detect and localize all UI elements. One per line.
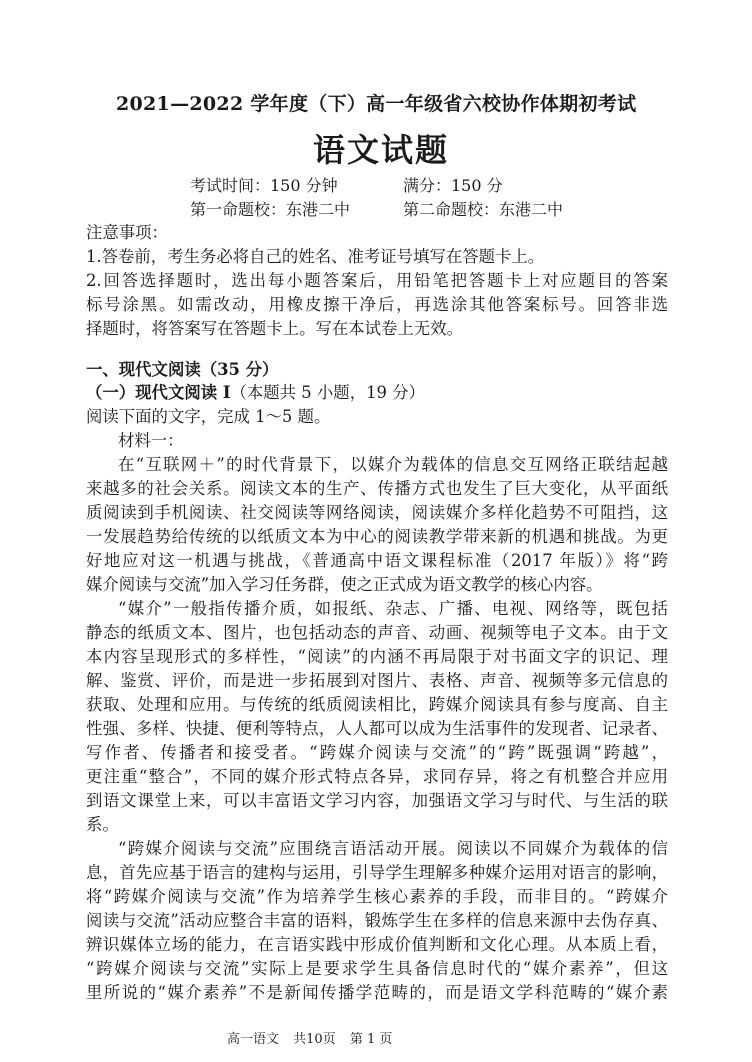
exam-title: 2021—2022 学年度（下）高一年级省六校协作体期初考试 (116, 93, 637, 115)
passage-line: 来越多的社会关系。阅读文本的生产、传播方式也发生了巨大变化，从平面纸 (86, 479, 668, 498)
full-score: 满分：150 分 (403, 176, 503, 195)
passage-line: 息，首先应基于语言的建构与运用，引导学生理解多种媒介运用对语言的影响， (86, 863, 668, 882)
second-proposer-school: 第二命题校：东港二中 (403, 200, 564, 219)
passage-line: 更注重“整合”，不同的媒介形式特点各异，求同存异，将之有机整合并应用 (86, 767, 668, 786)
footer-total-pages: 共10页 (293, 1032, 336, 1047)
passage-line: 到语文课堂上来，可以丰富语文学习内容，加强语文学习与时代、与生活的联 (86, 791, 668, 810)
passage-line: 质阅读到手机阅读、社交阅读等网络阅读，阅读媒介多样化趋势不可阻挡，这 (86, 503, 668, 522)
first-proposer-school: 第一命题校：东港二中 (190, 200, 351, 219)
passage-line: “跨媒介阅读与交流”应围绕言语活动开展。阅读以不同媒介为载体的信 (118, 839, 668, 858)
notes-heading: 注意事项： (86, 223, 168, 242)
passage-line: “媒介”一般指传播介质，如报纸、杂志、广播、电视、网络等，既包括 (118, 599, 668, 618)
passage-line: 好地应对这一机遇与挑战，《普通高中语文课程标准（2017 年版）》将“跨 (86, 551, 668, 570)
passage-line: 一发展趋势给传统的以纸质文本为中心的阅读教学带来新的机遇和挑战。为更 (86, 527, 668, 546)
section-heading: 一、现代文阅读（35 分） (86, 360, 279, 379)
material-label: 材料一： (118, 431, 184, 450)
passage-line: 媒介阅读与交流”加入学习任务群，使之正式成为语文教学的核心内容。 (86, 575, 603, 594)
note-line: 择题时，将答案写在答题卡上。写在本试卷上无效。 (86, 319, 463, 338)
passage-line: 阅读与交流”活动应整合丰富的语料，锻炼学生在多样的信息来源中去伪存真、 (86, 911, 668, 930)
passage-line: 获取、处理和应用。与传统的纸质阅读相比，跨媒介阅读具有参与度高、自主 (86, 695, 668, 714)
passage-line: 性强、多样、快捷、便利等特点，人人都可以成为生活事件的发现者、记录者、 (86, 719, 668, 738)
note-line: 2.回答选择题时，选出每小题答案后，用铅笔把答题卡上对应题目的答案 (86, 271, 668, 290)
footer-page-number: 第 1 页 (349, 1032, 393, 1047)
subsection-heading (86, 381, 425, 405)
passage-line: 本内容呈现形式的多样性，“阅读”的内涵不再局限于对书面文字的识记、理 (86, 647, 668, 666)
passage-line: 系。 (86, 815, 119, 834)
passage-line: “跨媒介阅读与交流”实际上是要求学生具备信息时代的“媒介素养”，但这 (86, 959, 668, 978)
subsection-title: （一）现代文阅读 I (86, 383, 231, 402)
passage-line: 里所说的“媒介素养”不是新闻传播学范畴的，而是语文学科范畴的“媒介素 (86, 983, 668, 1002)
passage-line: 将“跨媒介阅读与交流”作为培养学生核心素养的手段，而非目的。“跨媒介 (86, 887, 668, 906)
note-line: 1.答卷前，考生务必将自己的姓名、准考证号填写在答题卡上。 (86, 247, 545, 266)
reading-instruction: 阅读下面的文字，完成 1～5 题。 (86, 407, 331, 426)
passage-line: 写作者、传播者和接受者。“跨媒介阅读与交流”的“跨”既强调“跨越”， (86, 743, 668, 762)
exam-time: 考试时间：150 分钟 (190, 176, 338, 195)
passage-line: 在“互联网＋”的时代背景下，以媒介为载体的信息交互网络正联结起越 (118, 455, 668, 474)
footer-subject: 高一语文 (227, 1032, 280, 1047)
page-footer (227, 1028, 402, 1052)
passage-line: 解、鉴赏、评价，而是进一步拓展到对图片、表格、声音、视频等多元信息的 (86, 671, 668, 690)
passage-line: 辨识媒体立场的能力，在言语实践中形成价值判断和文化心理。从本质上看， (86, 935, 668, 954)
note-line: 标号涂黑。如需改动，用橡皮擦干净后，再选涂其他答案标号。回答非选 (86, 295, 668, 314)
passage-line: 静态的纸质文本、图片，也包括动态的声音、动画、视频等电子文本。由于文 (86, 623, 668, 642)
subject-title: 语文试题 (313, 131, 450, 169)
subsection-score: （本题共 5 小题，19 分） (230, 383, 425, 402)
